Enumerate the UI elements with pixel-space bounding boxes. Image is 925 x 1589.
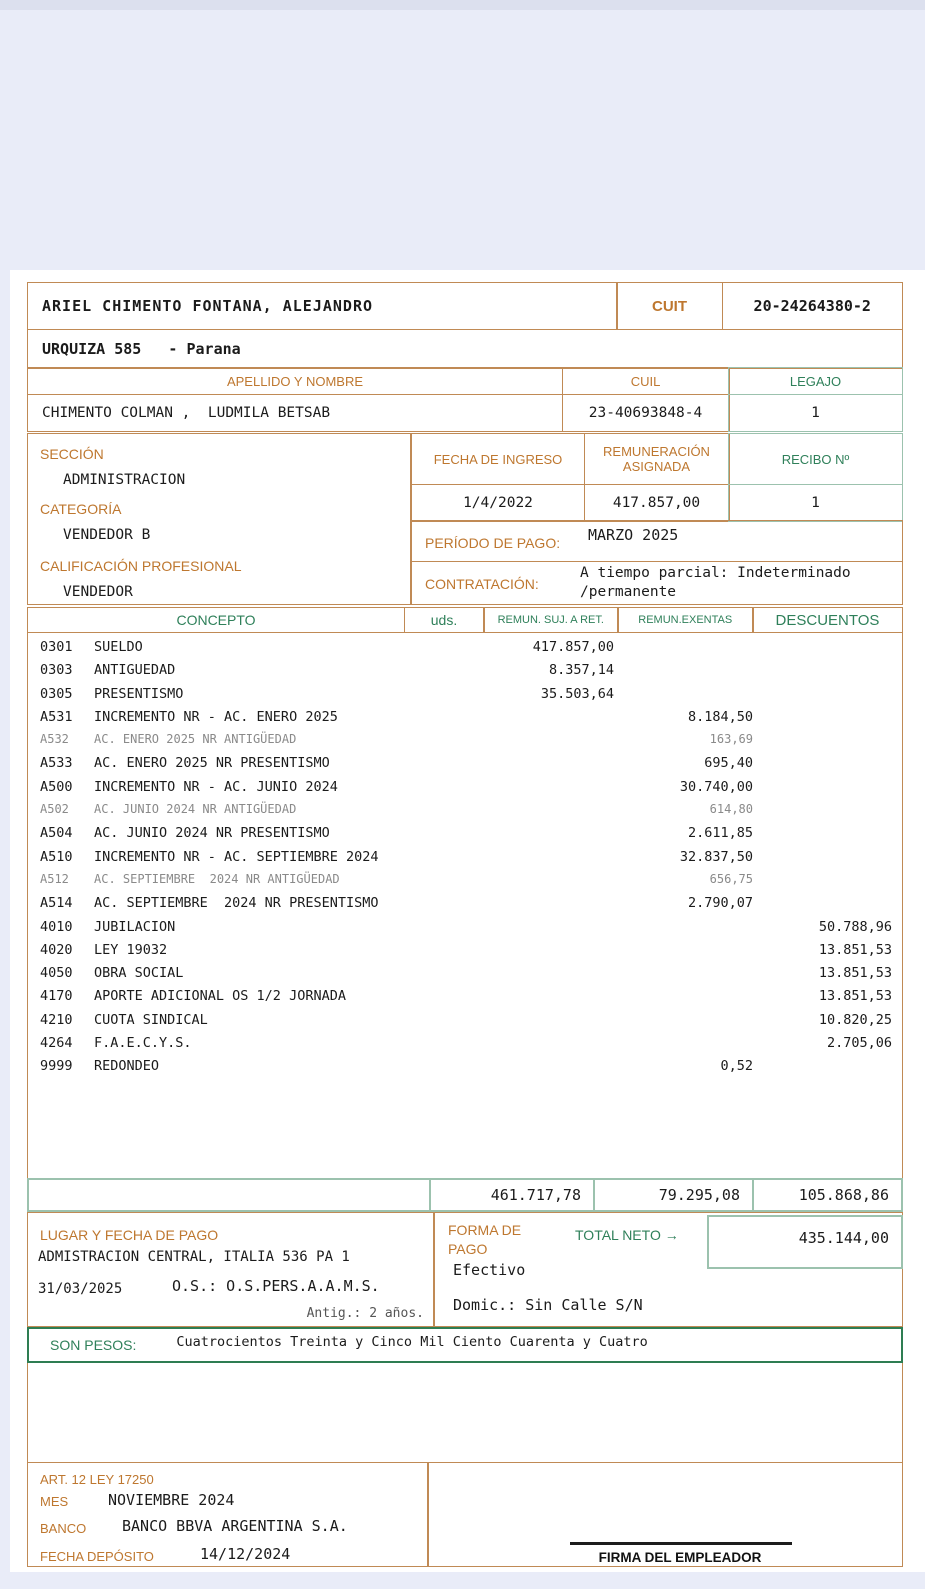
calificacion-value: VENDEDOR (63, 584, 133, 600)
total-neto-value: 435.144,00 (798, 1229, 889, 1247)
fecha-ingreso-value: 1/4/2022 (463, 494, 533, 511)
row-label: REDONDEO (94, 1058, 160, 1075)
row-descuentos: 13.851,53 (818, 988, 892, 1005)
fecha-deposito-value: 14/12/2024 (200, 1545, 291, 1563)
antiguedad-note: Antig.: 2 años. (306, 1306, 424, 1321)
table-row (28, 892, 902, 915)
row-label: F.A.E.C.Y.S. (94, 1035, 192, 1052)
row-remun-exentas: 163,69 (709, 732, 753, 747)
contratacion-value-line2: /permanente (580, 584, 677, 600)
fecha-ingreso-header-cell (411, 433, 585, 485)
cuil-value-cell (562, 394, 730, 432)
row-label: CUOTA SINDICAL (94, 1011, 208, 1028)
mes-value: NOVIEMBRE 2024 (108, 1491, 235, 1509)
row-remun-suj-ret: 8.357,14 (548, 662, 614, 679)
row-label: APORTE ADICIONAL OS 1/2 JORNADA (94, 988, 346, 1005)
row-code: 4170 (40, 988, 73, 1005)
seccion-label: SECCIÓN (40, 446, 104, 462)
table-row (28, 846, 902, 869)
row-remun-exentas: 8.184,50 (687, 708, 753, 725)
total-remun-suj-ret: 461.717,78 (429, 1180, 593, 1210)
row-code: A510 (40, 848, 73, 865)
remun-ex-header-cell (617, 607, 754, 633)
fecha-ingreso-header: FECHA DE INGRESO (433, 451, 563, 467)
remun-ex-header: REMUN.EXENTAS (638, 614, 733, 626)
row-code: 4050 (40, 965, 73, 982)
totals-row (27, 1178, 903, 1212)
table-row (28, 869, 902, 892)
table-row (28, 776, 902, 799)
empty-region (27, 1363, 903, 1462)
row-label: OBRA SOCIAL (94, 965, 184, 982)
row-descuentos: 13.851,53 (818, 965, 892, 982)
row-remun-exentas: 695,40 (704, 755, 753, 772)
descuentos-header-cell (752, 607, 903, 633)
table-row (28, 659, 902, 682)
banco-label: BANCO (40, 1521, 87, 1536)
row-descuentos: 2.705,06 (826, 1035, 892, 1052)
table-row (28, 706, 902, 729)
row-descuentos: 50.788,96 (818, 918, 892, 935)
uds-header: uds. (430, 612, 458, 628)
row-label: ANTIGUEDAD (94, 662, 176, 679)
legajo-header-cell (728, 367, 903, 395)
row-label: SUELDO (94, 639, 143, 655)
table-row (28, 916, 902, 939)
seccion-value: ADMINISTRACION (63, 472, 186, 488)
fecha-ingreso-value-cell (411, 484, 585, 522)
row-code: A514 (40, 895, 73, 912)
row-label: INCREMENTO NR - AC. ENERO 2025 (94, 708, 338, 725)
browser-top-strip (0, 0, 925, 10)
obra-social-value: O.S.: O.S.PERS.A.A.M.S. (172, 1277, 380, 1295)
son-pesos-amount: Cuatrocientos Treinta y Cinco Mil Ciento Cuarenta y Cuatro (176, 1334, 648, 1350)
remuneracion-value-cell (584, 484, 730, 522)
table-row (28, 985, 902, 1008)
row-label: INCREMENTO NR - AC. SEPTIEMBRE 2024 (94, 848, 379, 865)
remuneracion-value: 417.857,00 (612, 494, 701, 511)
firma-empleador-label: FIRMA DEL EMPLEADOR (598, 1550, 762, 1565)
legajo-header: LEGAJO (789, 373, 842, 389)
contratacion-value-line1: A tiempo parcial: Indeterminado (580, 565, 851, 581)
cuit-label-cell (616, 282, 723, 330)
row-label: AC. SEPTIEMBRE 2024 NR PRESENTISMO (94, 895, 379, 912)
table-row (28, 752, 902, 775)
table-row (28, 1009, 902, 1032)
row-remun-exentas: 2.790,07 (687, 895, 753, 912)
table-row (28, 683, 902, 706)
employer-address: URQUIZA 585 - Parana (42, 339, 241, 358)
mes-label: MES (40, 1494, 69, 1509)
uds-header-cell (404, 607, 485, 633)
calificacion-label: CALIFICACIÓN PROFESIONAL (40, 558, 242, 574)
fecha-deposito-label: FECHA DEPÓSITO (40, 1549, 154, 1564)
concepto-header: CONCEPTO (176, 612, 256, 628)
lugar-pago-label: LUGAR Y FECHA DE PAGO (40, 1227, 219, 1243)
remuneracion-header-cell (584, 433, 730, 485)
legajo-value-cell (728, 394, 903, 432)
row-remun-exentas: 2.611,85 (687, 825, 753, 842)
row-label: AC. SEPTIEMBRE 2024 NR ANTIGÜEDAD (94, 871, 340, 886)
cuil-header-cell (562, 367, 730, 395)
cuil-value: 23-40693848-4 (588, 405, 703, 421)
row-remun-exentas: 614,80 (709, 802, 753, 817)
cuit-value: 20-24264380-2 (753, 297, 871, 315)
row-code: 4010 (40, 918, 73, 935)
row-remun-suj-ret: 35.503,64 (540, 685, 614, 702)
row-label: AC. JUNIO 2024 NR ANTIGÜEDAD (94, 802, 297, 817)
domicilio-value: Domic.: Sin Calle S/N (453, 1296, 643, 1314)
categoria-value: VENDEDOR B (63, 527, 151, 543)
art-ley-label: ART. 12 LEY 17250 (40, 1472, 154, 1487)
remuneracion-header-line1: REMUNERACIÓN (603, 444, 710, 459)
recibo-header-cell (728, 433, 903, 485)
descuentos-header: DESCUENTOS (775, 611, 880, 629)
row-remun-exentas: 32.837,50 (679, 848, 753, 865)
total-neto-box (707, 1215, 903, 1269)
table-row (28, 962, 902, 985)
table-row (28, 939, 902, 962)
son-pesos-label: SON PESOS: (50, 1337, 137, 1353)
table-row (28, 636, 902, 659)
row-label: AC. JUNIO 2024 NR PRESENTISMO (94, 825, 330, 842)
fecha-pago-value: 31/03/2025 (38, 1281, 123, 1297)
cuil-header: CUIL (630, 373, 661, 389)
concepto-header-cell (27, 607, 405, 633)
employer-name-cell (27, 282, 618, 330)
categoria-label: CATEGORÍA (40, 501, 122, 517)
row-code: A500 (40, 778, 73, 795)
row-remun-exentas: 0,52 (720, 1058, 753, 1075)
row-label: LEY 19032 (94, 941, 168, 958)
row-code: 9999 (40, 1058, 73, 1075)
periodo-label: PERÍODO DE PAGO: (425, 535, 561, 551)
legajo-value: 1 (811, 405, 820, 421)
table-row (28, 1032, 902, 1055)
periodo-value: MARZO 2025 (588, 526, 679, 544)
row-label: AC. ENERO 2025 NR PRESENTISMO (94, 755, 330, 772)
row-remun-exentas: 656,75 (709, 871, 753, 886)
row-code: 0305 (40, 685, 73, 702)
total-remun-exentas: 79.295,08 (593, 1180, 752, 1210)
employee-name: CHIMENTO COLMAN , LUDMILA BETSAB (42, 405, 331, 421)
signature-line (570, 1542, 792, 1545)
row-descuentos: 10.820,25 (818, 1011, 892, 1028)
employer-name: ARIEL CHIMENTO FONTANA, ALEJANDRO (42, 297, 374, 315)
apellido-header-cell (27, 367, 563, 395)
remuneracion-header-line2: ASIGNADA (622, 459, 691, 474)
row-label: INCREMENTO NR - AC. JUNIO 2024 (94, 778, 338, 795)
row-code: 0303 (40, 662, 73, 679)
forma-pago-value: Efectivo (453, 1261, 526, 1279)
row-remun-suj-ret: 417.857,00 (532, 639, 614, 655)
row-label: PRESENTISMO (94, 685, 184, 702)
cuit-label: CUIT (652, 297, 687, 315)
employee-name-cell (27, 394, 563, 432)
table-row (28, 729, 902, 752)
lugar-pago-value: ADMISTRACION CENTRAL, ITALIA 536 PA 1 (38, 1249, 350, 1265)
total-descuentos: 105.868,86 (752, 1180, 901, 1210)
row-code: A512 (40, 871, 69, 886)
row-code: A502 (40, 802, 69, 817)
row-label: AC. ENERO 2025 NR ANTIGÜEDAD (94, 732, 297, 747)
row-code: 4210 (40, 1011, 73, 1028)
remun-sr-header-cell (483, 607, 619, 633)
recibo-value-cell (728, 484, 903, 522)
row-descuentos: 13.851,53 (818, 941, 892, 958)
row-code: 0301 (40, 639, 73, 655)
totals-empty-cell (29, 1180, 429, 1210)
employer-address-cell (27, 329, 903, 369)
apellido-header: APELLIDO Y NOMBRE (226, 373, 364, 389)
total-neto-label: TOTAL NETO → (575, 1227, 679, 1243)
row-code: A533 (40, 755, 73, 772)
row-remun-exentas: 30.740,00 (679, 778, 753, 795)
forma-pago-label: FORMA DE PAGO (448, 1222, 522, 1257)
row-label: JUBILACION (94, 918, 176, 935)
row-code: 4020 (40, 941, 73, 958)
recibo-header: RECIBO Nº (781, 451, 850, 467)
recibo-value: 1 (811, 494, 820, 511)
row-code: A531 (40, 708, 73, 725)
row-code: A504 (40, 825, 73, 842)
son-pesos-box (27, 1327, 903, 1363)
table-row (28, 822, 902, 845)
row-code: 4264 (40, 1035, 73, 1052)
concepts-body (27, 633, 903, 1178)
table-row (28, 1055, 902, 1078)
row-code: A532 (40, 732, 69, 747)
banco-value: BANCO BBVA ARGENTINA S.A. (122, 1517, 348, 1535)
remun-sr-header: REMUN. SUJ. A RET. (497, 614, 604, 626)
table-row (28, 799, 902, 822)
contratacion-label: CONTRATACIÓN: (425, 576, 539, 592)
cuit-value-cell (722, 282, 904, 330)
deposit-divider (427, 1462, 429, 1567)
payslip-document (10, 270, 925, 1572)
